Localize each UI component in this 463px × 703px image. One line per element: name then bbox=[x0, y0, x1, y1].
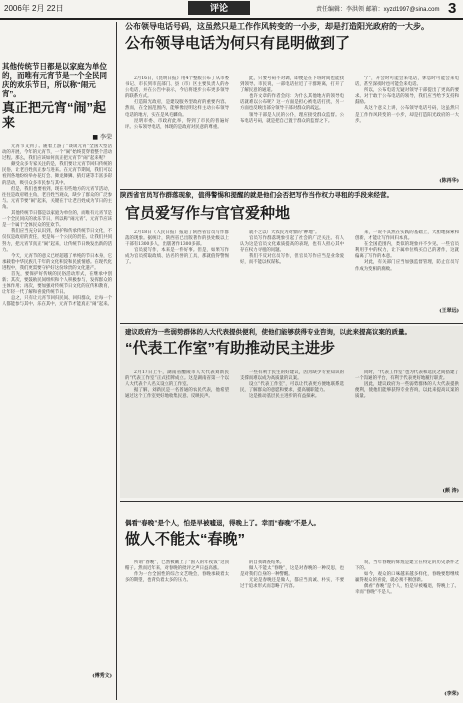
paragraph: 总之，只有让元宵节回归民间、回归群众，让每一个人都能参与其中、乐在其中，元宵节才能真正“闹”起来。 bbox=[2, 296, 112, 308]
article-3-title: “代表工作室”有助推动民主进步 bbox=[125, 340, 336, 357]
paragraph: 来，一说不其然在实践的基础上，大胆地探索和创新，才能让写作回归本真。 bbox=[355, 230, 459, 242]
paragraph: 因此，建议政府为一些弱势群体的人大代表提供便利，使他们能够获得专业咨询，以此来提高议案的质量。 bbox=[355, 382, 459, 400]
article-2-kicker: 陕西省官员写作群落现象，值得警惕和提醒的就是他们会否把写作当作权力寻租的手段来经营。 bbox=[120, 192, 393, 199]
article-1-kicker: 公布领导电话号码，这虽然只是工作作风转变的一小步，却是打造阳光政府的一大步。 bbox=[125, 22, 429, 31]
article-4-col-3 bbox=[355, 560, 459, 686]
left-column-article bbox=[2, 62, 112, 679]
article-1-col-3 bbox=[355, 76, 459, 176]
paragraph: 设立“代表工作室”，可以让代表更方便地联系选民，了解群众的意愿和要求，提高履职能力。 bbox=[240, 382, 344, 394]
article-2-title: 官员爱写作与官官爱种地 bbox=[125, 205, 291, 222]
paragraph: 此，只要号码不对调，即便是在下班时间也能找到领导。市民说，一部电话拉近了干群距离，打开了了解民意的通道。 bbox=[240, 76, 344, 94]
article-1-col-1 bbox=[125, 76, 229, 184]
paragraph: 从这个意义上讲，公布领导电话号码，这虽然只是工作作风转变的一小步，却是打造阳光政府的一大步。 bbox=[355, 106, 459, 124]
article-4-header bbox=[125, 520, 459, 548]
left-title: 真正把元宵“闹”起来 bbox=[2, 100, 107, 130]
left-kicker: 其他传统节日都是以家庭为单位的，而唯有元宵节是一个全民同庆的欢乐节日，所以称“闹元宵”。 bbox=[2, 62, 107, 98]
paragraph: 颇受众多专家关注的是，我们要让元宵节回归传统的民俗，让老百姓真正参与进来。在元宵节期间，我们可以看到各地纷纷举办花灯会、舞龙舞狮、猜灯谜等丰富多彩的活动，吸引众多市民参与其中。 bbox=[2, 162, 112, 186]
paragraph: 宁”，开会时可能会来电话，休息时可能会来电话，甚至深夜时也可能会来电话。 bbox=[355, 76, 459, 88]
paragraph: 领导干部是人民的公仆，理应接受群众监督。公布电话号码，就是把自己置于群众的监督之下。 bbox=[240, 112, 344, 124]
paragraph: 所谓“春晚”，已然被戴上了“国人的年夜饭”这顶帽子。然而近年来，对春晚的批评之声日益高涨。 bbox=[125, 560, 229, 572]
paragraph: 打造阳光政府，是建设服务型政府的重要内容。然而，在全国范围内，能够像昆明这样主动公布领导电话的地方，实在是凤毛麟角。 bbox=[125, 100, 229, 118]
paragraph: 元宵节又到了。随着上游了“谈谈元宵”全国大型活动的开展，今年的元宵节，一个“闹”始终贯穿着整个活动过程。那么，我们应该如何真正把元宵节“闹”起来呢？ bbox=[2, 144, 112, 162]
left-byline: ■ 李荣 bbox=[92, 134, 112, 141]
section-divider bbox=[120, 189, 463, 190]
paragraph: 说，当年春晚的辉煌是建立在特定的历史条件之下的。 bbox=[355, 560, 459, 572]
paragraph: 偶看“春晚”是个人，怕是早被嘘退，得晚上了。幸而“春晚”不是人。 bbox=[355, 584, 459, 596]
paragraph: 2月18日（人民日报）报道了陕西省官员写作群落的现象。据统计，陕西省已出版著作的县处级以上干部有1300多人，出版著作1300多部。 bbox=[125, 230, 229, 248]
article-2-col-2 bbox=[240, 230, 344, 314]
paragraph: 2月17日上午，湖南省醴陵市人大代表刘新民的“代表工作室”正式挂牌成立。这是湖南省第一个以人大代表个人名义设立的工作室。 bbox=[125, 370, 229, 388]
paragraph: 无论是春晚还是做人，都应当真诚、朴实，不要过于追求形式而忽略了内容。 bbox=[240, 578, 344, 590]
paragraph: 对此，有关部门应当加强监督管理，防止官员写作成为变相的腐败。 bbox=[355, 260, 459, 272]
article-2-col-3 bbox=[355, 230, 459, 306]
article-1 bbox=[125, 22, 459, 52]
paragraph: 一些有利于民生的好建议，因为缺少专业知识的支撑而难以成为高质量的议案。 bbox=[240, 370, 344, 382]
paragraph: 其他传统节日都是以家庭为单位的，而唯有元宵节是一个全民同庆的欢乐节日，所以称“闹元宵”。元宵节应该是一个属于全体民众的狂欢节。 bbox=[2, 211, 112, 229]
paragraph: 做人不能太“春晚”，这是对春晚的一种反思，也是对我们自身的一种警醒。 bbox=[240, 566, 344, 578]
paragraph: 我们不反对官员写作，但官员写作应当是业余爱好，而不能以权谋私。 bbox=[240, 254, 344, 266]
section-divider bbox=[120, 323, 463, 324]
paragraph: 2月16日，《昆明日报》用4个整版公布了从市委书记、市长到市直部门、县（市）区主要负责人的办公电话，并在公告中表示，今后将逐步公布更多领导的联系方式。 bbox=[125, 76, 229, 100]
paragraph: 所以，公布电话无疑对领导干部提出了更高的要求。对于敢于公布电话的领导，我们应当给予支持和鼓励。 bbox=[355, 88, 459, 106]
article-4-kicker: 偶看“春晚”是个人，怕是早被嘘退，得晚上了。幸而“春晚”不是人。 bbox=[125, 520, 320, 527]
paragraph: 在全国范围内，类似的现象并不少见。一些官员利用手中的权力，让下属单位购买自己的著作，这就偏离了写作的本意。 bbox=[355, 242, 459, 260]
left-body bbox=[2, 144, 112, 672]
article-4-signature: (李荣) bbox=[444, 691, 459, 697]
editor-contact: 责任编辑：李洪领 邮箱：xyzd1997@sina.com bbox=[316, 7, 440, 13]
left-signature: (傅秀文) bbox=[92, 673, 112, 679]
paragraph: 作为一台全国性的综合文艺晚会，春晚承载着太多的期望，也背负着太多的压力。 bbox=[125, 572, 229, 584]
article-1-signature: (陈再华) bbox=[439, 178, 459, 184]
paragraph: 的自我调查结果。 bbox=[249, 560, 285, 565]
paragraph: 也许文章的作者会问：为什么其他地方的领导电话就难以公布呢？这一方面是担心被电话打扰，另一方面也反映出部分领导干部对群众的疏远。 bbox=[240, 94, 344, 112]
section-divider bbox=[120, 501, 463, 502]
article-3-signature: (颜 涛) bbox=[442, 488, 459, 494]
paragraph: 首先，要保护好传统的民俗活动形式，在继承中创新；其次，要鼓励民间组织和个人积极参与，发挥群众的主体作用；再次，要加强对传统节日文化的宣传和教育，让年轻一代了解和喜爱传统节日。 bbox=[2, 271, 112, 296]
paragraph: 这是推动基层民主进步的有益探索。 bbox=[249, 394, 320, 400]
paragraph: 据了解，刘新民是一名普通的农民代表，他希望通过这个工作室更好地收集民意、反映民声。 bbox=[125, 388, 229, 400]
paragraph: 官员爱写作，本来是一件好事。但是，如果写作成为官员捞取政绩、沽名钓誉的工具，那就值得警惕了。 bbox=[125, 248, 229, 266]
article-4-col-1 bbox=[125, 560, 229, 695]
section-tag: 评论 bbox=[188, 1, 250, 15]
article-1-title: 公布领导电话为何只有昆明做到了 bbox=[125, 35, 351, 52]
paragraph: 今天，元宵节的意义已经超越了单纯的节日本身，它承载着中华民族几千年的文化积淀和民族情感。在现代化进程中，我们更需要守护好这份珍贵的文化遗产。 bbox=[2, 253, 112, 271]
paragraph: 同时，“代表工作室”也为代表和选民之间搭建了一个沟通的平台，有利于代表更好地履行职责。 bbox=[355, 370, 459, 382]
article-3-kicker: 建议政府为一些弱势群体的人大代表提供便利，使他们能够获得专业咨询，以此来提高议案的质量。 bbox=[125, 329, 411, 336]
paragraph: 官员写作群落现象引起了社会的广泛关注。有人认为这是官员文化素质提高的表现，也有人担心其中存在权力寻租的问题。 bbox=[240, 236, 344, 254]
article-1-col-2 bbox=[240, 76, 344, 184]
article-3-col-1 bbox=[125, 370, 229, 490]
paragraph: 如今，观众的口味越来越多样化，春晚要想继续赢得观众的喜爱，就必须不断创新。 bbox=[355, 572, 459, 584]
article-3-col-2 bbox=[240, 370, 344, 490]
paragraph: 但是，我们也要看到，现在有些地方的元宵节活动，往往是政府唱主角，老百姓当观众，缺少了群众的广泛参与。元宵节要“闹”起来，关键在于让老百姓成为节日的主角。 bbox=[2, 186, 112, 210]
paragraph: 我们应当充分认识到，保护和传承传统节日文化，不仅仅是政府的责任，更是每一个公民的责任。让我们共同努力，把元宵节真正“闹”起来，让传统节日焕发出新的活力。 bbox=[2, 229, 112, 253]
article-4-col-2 bbox=[240, 560, 344, 695]
column-divider bbox=[116, 22, 117, 700]
article-2-col-1 bbox=[125, 230, 229, 314]
article-3-col-3 bbox=[355, 370, 459, 482]
issue-date: 2006年 2月 22日 bbox=[4, 4, 64, 13]
article-4-title: 做人不能太“春晚” bbox=[125, 531, 246, 548]
article-3-header bbox=[125, 329, 459, 357]
article-2-signature: (王翠远) bbox=[439, 308, 459, 314]
page-number: 3 bbox=[448, 0, 457, 17]
paragraph: 就不乏以广大农民为对象的“种地”。 bbox=[249, 230, 320, 235]
paragraph: 昆明市委、市政府此举，得到了市民的普遍好评。公布领导电话，体现的是政府对民意的尊重。 bbox=[125, 118, 229, 130]
